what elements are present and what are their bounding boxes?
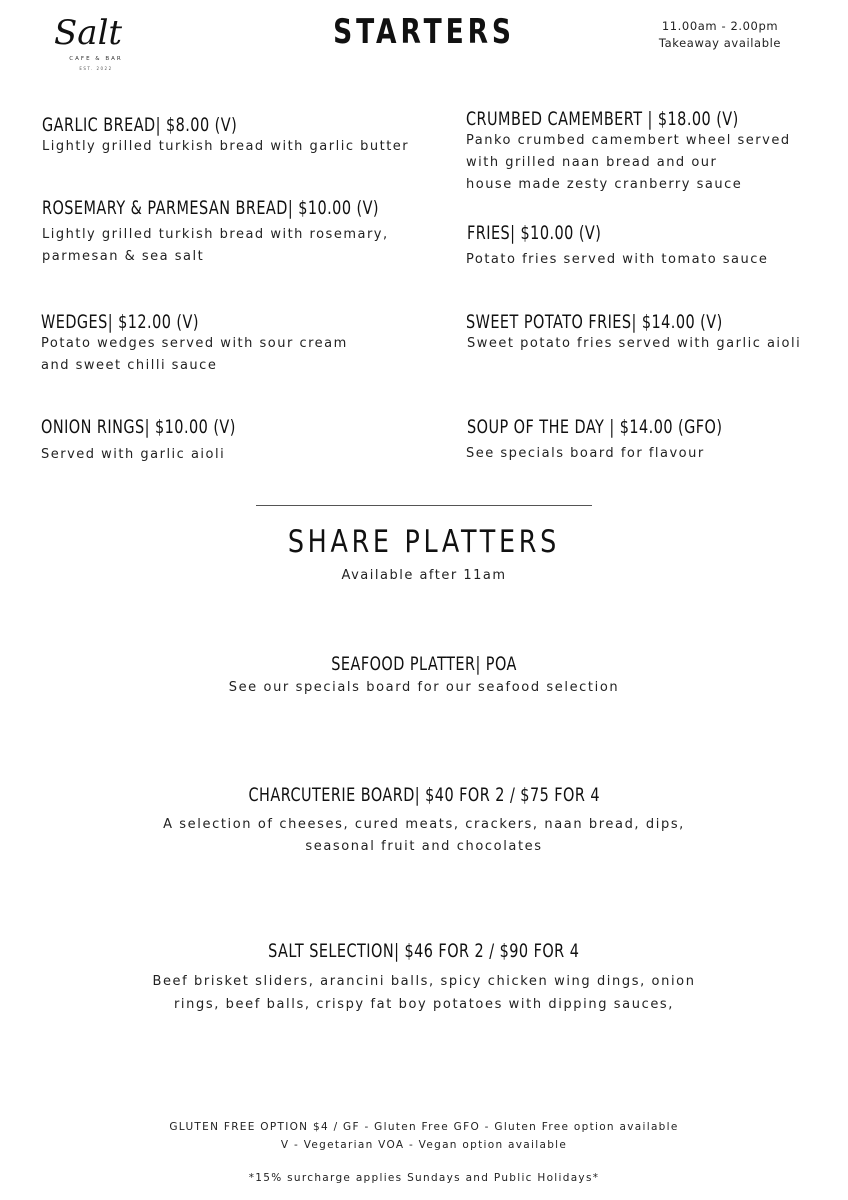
starter-item (467, 416, 803, 465)
platter-description: rings, beef balls, crispy fat boy potatoes with dipping sauces, (173, 997, 675, 1012)
logo-subtitle: CAFE & BAR (69, 56, 123, 62)
platter-description: A selection of cheeses, cured meats, crackers, naan bread, dips, (163, 817, 685, 832)
platter-description: See our specials board for our seafood selection (228, 680, 620, 695)
platter-title-text: CHARCUTERIE BOARD| $40 FOR 2 / $75 FOR 4 (248, 784, 600, 806)
dietary-key-line-1: GLUTEN FREE OPTION $4 / GF - Gluten Free GFO - Gluten Free option available (169, 1121, 679, 1133)
item-title: ROSEMARY & PARMESAN BREAD| $10.00 (V) (42, 197, 380, 219)
platter-title (0, 940, 848, 962)
starter-item (41, 311, 348, 377)
item-description: parmesan & sea salt (42, 249, 205, 264)
item-title: WEDGES| $12.00 (V) (41, 311, 199, 333)
surcharge-note: *15% surcharge applies Sundays and Public Holidays* (248, 1172, 600, 1184)
section-divider (256, 505, 592, 506)
item-description: Potato fries served with tomato sauce (466, 252, 769, 267)
starter-item (466, 311, 804, 355)
item-title: FRIES| $10.00 (V) (467, 222, 602, 244)
platter-title (0, 784, 848, 806)
item-title: CRUMBED CAMEMBERT | $18.00 (V) (466, 108, 739, 130)
svg-text:Salt: Salt (54, 13, 123, 53)
item-description: house made zesty cranberry sauce (466, 177, 743, 192)
starters-heading: STARTERS (333, 12, 515, 52)
item-title: SWEET POTATO FRIES| $14.00 (V) (466, 311, 723, 333)
item-description: and sweet chilli sauce (41, 358, 218, 373)
item-title: SOUP OF THE DAY | $14.00 (GFO) (467, 416, 723, 438)
salt-script-wordmark (50, 10, 142, 56)
item-description: Served with garlic aioli (41, 447, 226, 462)
hours-text: 11.00am - 2.00pm (661, 19, 779, 33)
platter-description: seasonal fruit and chocolates (305, 839, 543, 854)
platter-title-text: SEAFOOD PLATTER| POA (331, 653, 517, 675)
share-platters-heading (0, 524, 848, 560)
starter-item (42, 114, 409, 158)
starter-item (466, 108, 825, 196)
item-description: with grilled naan bread and our (466, 155, 718, 170)
platter-title-text: SALT SELECTION| $46 FOR 2 / $90 FOR 4 (268, 940, 580, 962)
item-description: Potato wedges served with sour cream (41, 336, 348, 351)
opening-hours (640, 18, 800, 52)
item-description: Sweet potato fries served with garlic aioli (467, 336, 802, 351)
item-title: ONION RINGS| $10.00 (V) (41, 416, 236, 438)
share-platters-title: SHARE PLATTERS (287, 524, 561, 560)
item-description: See specials board for flavour (466, 446, 705, 461)
starter-item (41, 416, 297, 466)
logo-established: EST. 2022 (79, 66, 113, 71)
starter-item (467, 222, 768, 271)
platter-description: Beef brisket sliders, arancini balls, spicy chicken wing dings, onion (152, 974, 696, 989)
item-description: Panko crumbed camembert wheel served (466, 133, 791, 148)
item-description: Lightly grilled turkish bread with garlic butter (42, 139, 410, 154)
platter-title (0, 653, 848, 675)
item-title: GARLIC BREAD| $8.00 (V) (42, 114, 238, 136)
item-description: Lightly grilled turkish bread with rosemary, (42, 227, 389, 242)
starter-item (42, 197, 485, 268)
takeaway-text: Takeaway available (658, 36, 782, 50)
share-platters-subtitle: Available after 11am (341, 568, 507, 583)
dietary-key-line-2: V - Vegetarian VOA - Vegan option available (280, 1139, 568, 1151)
cafe-logo (50, 10, 142, 76)
